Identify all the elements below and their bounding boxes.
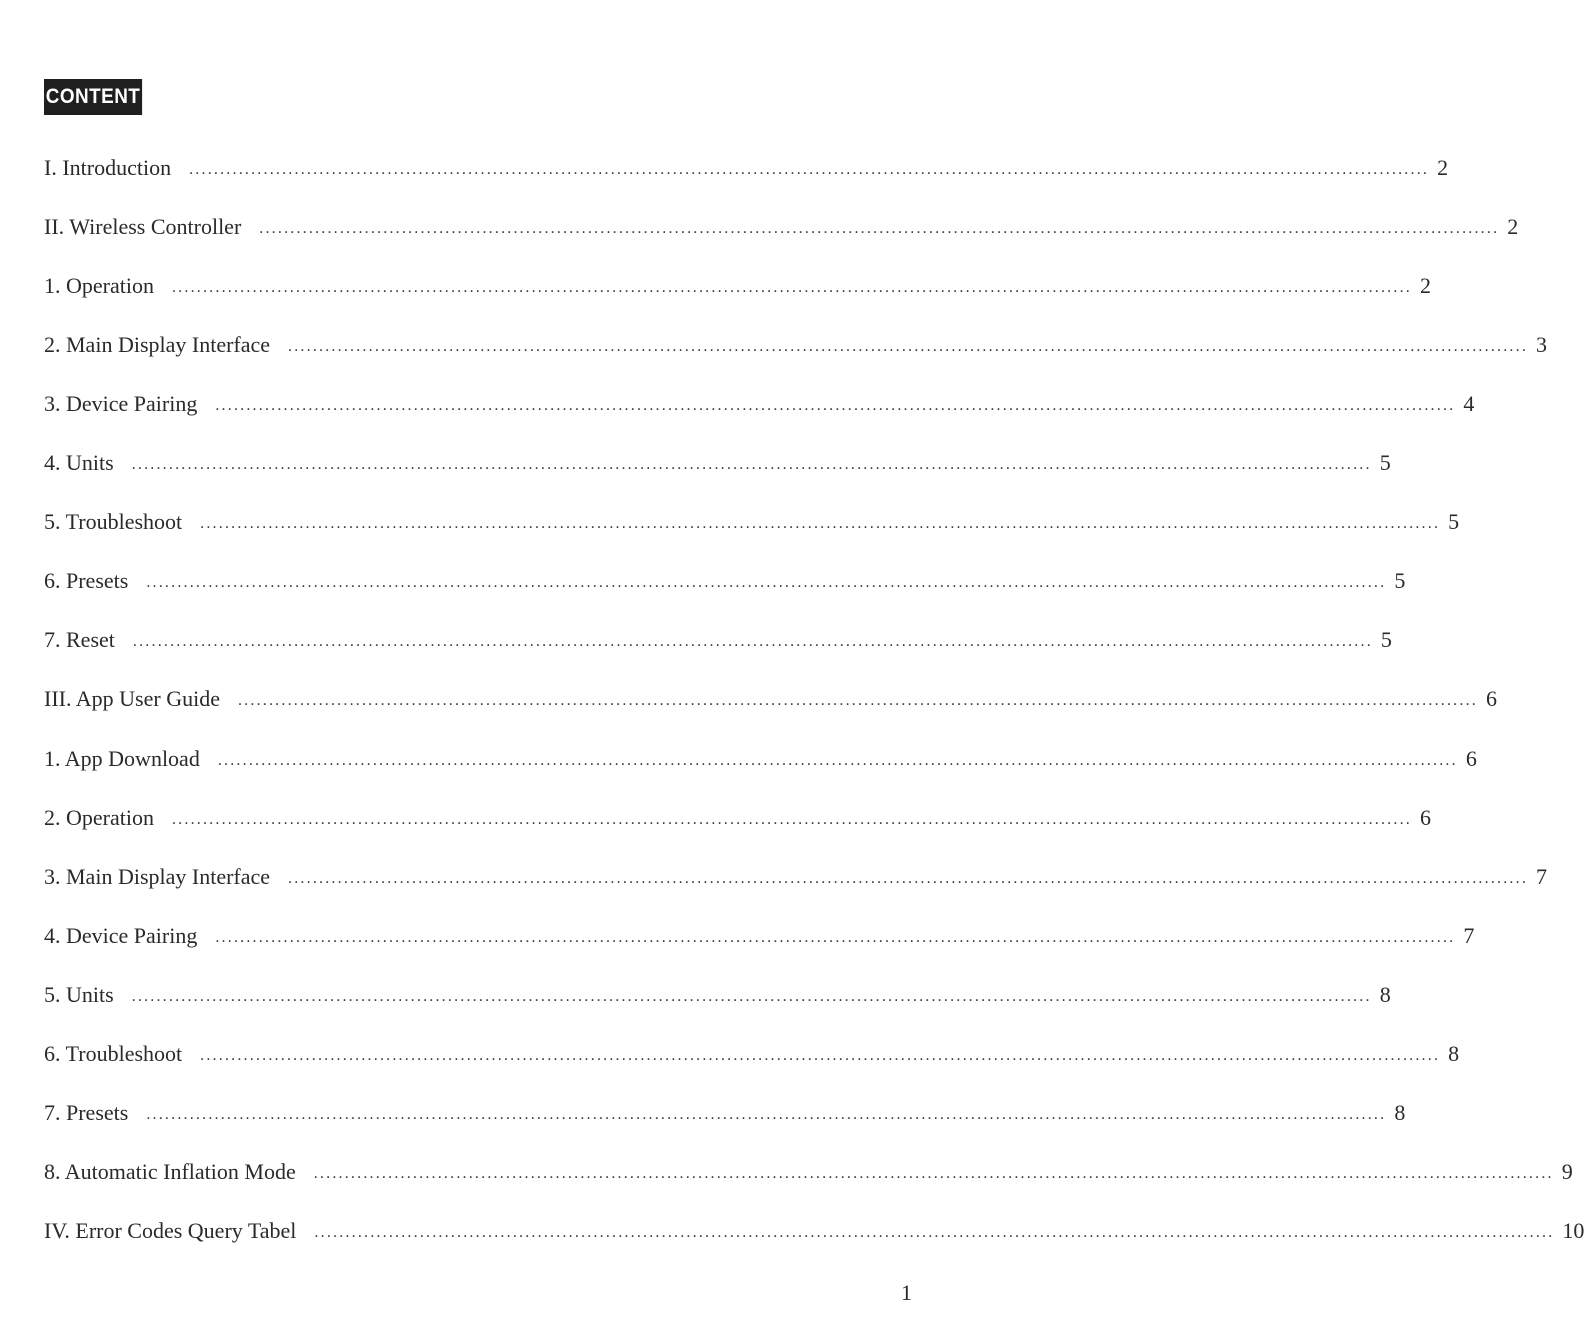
dot-leader: ........................................................................................................................................................................................................ <box>171 279 1412 296</box>
toc-entry-page: 5 <box>1379 450 1391 475</box>
dot-leader: ........................................................................................................................................................................................................ <box>288 870 1529 887</box>
dot-leader: ........................................................................................................................................................................................................ <box>131 988 1372 1005</box>
toc-entry-page: 5 <box>1380 627 1392 652</box>
toc-entry[interactable] <box>44 212 1519 242</box>
toc-entry-label: 4. Device Pairing <box>44 923 198 948</box>
toc-entry-page: 5 <box>1394 568 1406 593</box>
toc-entry-label: 3. Main Display Interface <box>44 864 271 889</box>
toc-entry[interactable] <box>44 980 1391 1010</box>
toc-entry-page: 2 <box>1419 273 1431 298</box>
dot-leader: ........................................................................................................................................................................................................ <box>215 397 1456 414</box>
toc-entry-page: 2 <box>1507 214 1519 239</box>
toc-entry[interactable] <box>44 803 1431 833</box>
toc-entry-label: 1. App Download <box>44 746 200 771</box>
toc-entry-page: 10 <box>1562 1218 1584 1243</box>
toc-entry[interactable] <box>44 744 1477 774</box>
toc-entry-label: 2. Operation <box>44 805 154 830</box>
toc-entry-label: 7. Presets <box>44 1100 129 1125</box>
toc-entry-page: 9 <box>1561 1159 1573 1184</box>
toc-entry-label: 3. Device Pairing <box>44 391 198 416</box>
dot-leader: ........................................................................................................................................................................................................ <box>314 1224 1555 1241</box>
dot-leader: ........................................................................................................................................................................................................ <box>171 811 1412 828</box>
content-heading: CONTENT <box>44 79 142 115</box>
toc-entry[interactable] <box>44 684 1497 714</box>
toc-entry[interactable] <box>44 1216 1584 1246</box>
dot-leader: ........................................................................................................................................................................................................ <box>146 1106 1387 1123</box>
toc-entry[interactable] <box>44 862 1548 892</box>
dot-leader: ........................................................................................................................................................................................................ <box>237 692 1478 709</box>
toc-entry-label: 5. Units <box>44 982 114 1007</box>
dot-leader: ........................................................................................................................................................................................................ <box>131 456 1372 473</box>
toc-entry-page: 7 <box>1536 864 1548 889</box>
dot-leader: ........................................................................................................................................................................................................ <box>217 752 1458 769</box>
toc-entry[interactable] <box>44 1098 1406 1128</box>
toc-entry-label: 4. Units <box>44 450 114 475</box>
toc-entry-page: 6 <box>1465 746 1477 771</box>
toc-entry[interactable] <box>44 507 1460 537</box>
dot-leader: ........................................................................................................................................................................................................ <box>215 929 1456 946</box>
toc-entry-page: 7 <box>1463 923 1475 948</box>
dot-leader: ........................................................................................................................................................................................................ <box>288 338 1529 355</box>
dot-leader: ........................................................................................................................................................................................................ <box>189 161 1430 178</box>
dot-leader: ........................................................................................................................................................................................................ <box>200 515 1441 532</box>
toc-entry-page: 3 <box>1536 332 1548 357</box>
toc-entry-label: 7. Reset <box>44 627 115 652</box>
toc-entry-label: 6. Troubleshoot <box>44 1041 183 1066</box>
dot-leader: ........................................................................................................................................................................................................ <box>313 1165 1554 1182</box>
toc-entry[interactable] <box>44 448 1391 478</box>
toc-entry-label: III. App User Guide <box>44 686 220 711</box>
toc-entry[interactable] <box>44 389 1475 419</box>
toc-entry-label: I. Introduction <box>44 155 172 180</box>
toc-entry-page: 2 <box>1437 155 1449 180</box>
toc-entry-label: IV. Error Codes Query Tabel <box>44 1218 297 1243</box>
toc-entry[interactable] <box>44 1157 1573 1187</box>
dot-leader: ........................................................................................................................................................................................................ <box>132 633 1373 650</box>
toc-entry-label: 6. Presets <box>44 568 129 593</box>
toc-entry[interactable] <box>44 566 1406 596</box>
toc-entry-page: 8 <box>1448 1041 1460 1066</box>
dot-leader: ........................................................................................................................................................................................................ <box>200 1047 1441 1064</box>
toc-entry-label: II. Wireless Controller <box>44 214 242 239</box>
toc-entry-page: 4 <box>1463 391 1475 416</box>
dot-leader: ........................................................................................................................................................................................................ <box>259 220 1500 237</box>
toc-entry-page: 8 <box>1394 1100 1406 1125</box>
toc-entry[interactable] <box>44 625 1392 655</box>
dot-leader: ........................................................................................................................................................................................................ <box>146 574 1387 591</box>
toc-entry-page: 8 <box>1379 982 1391 1007</box>
toc-entry-label: 8. Automatic Inflation Mode <box>44 1159 296 1184</box>
toc-entry-label: 5. Troubleshoot <box>44 509 183 534</box>
toc-entry-label: 2. Main Display Interface <box>44 332 271 357</box>
toc-entry[interactable] <box>44 330 1548 360</box>
toc-entry[interactable] <box>44 153 1449 183</box>
page-number: 1 <box>901 1280 912 1305</box>
toc-entry[interactable] <box>44 1039 1460 1069</box>
toc-entry[interactable] <box>44 921 1475 951</box>
toc-entry-page: 5 <box>1448 509 1460 534</box>
toc-entry-label: 1. Operation <box>44 273 154 298</box>
toc-entry-page: 6 <box>1419 805 1431 830</box>
toc-entry-page: 6 <box>1485 686 1497 711</box>
toc-entry[interactable] <box>44 271 1431 301</box>
